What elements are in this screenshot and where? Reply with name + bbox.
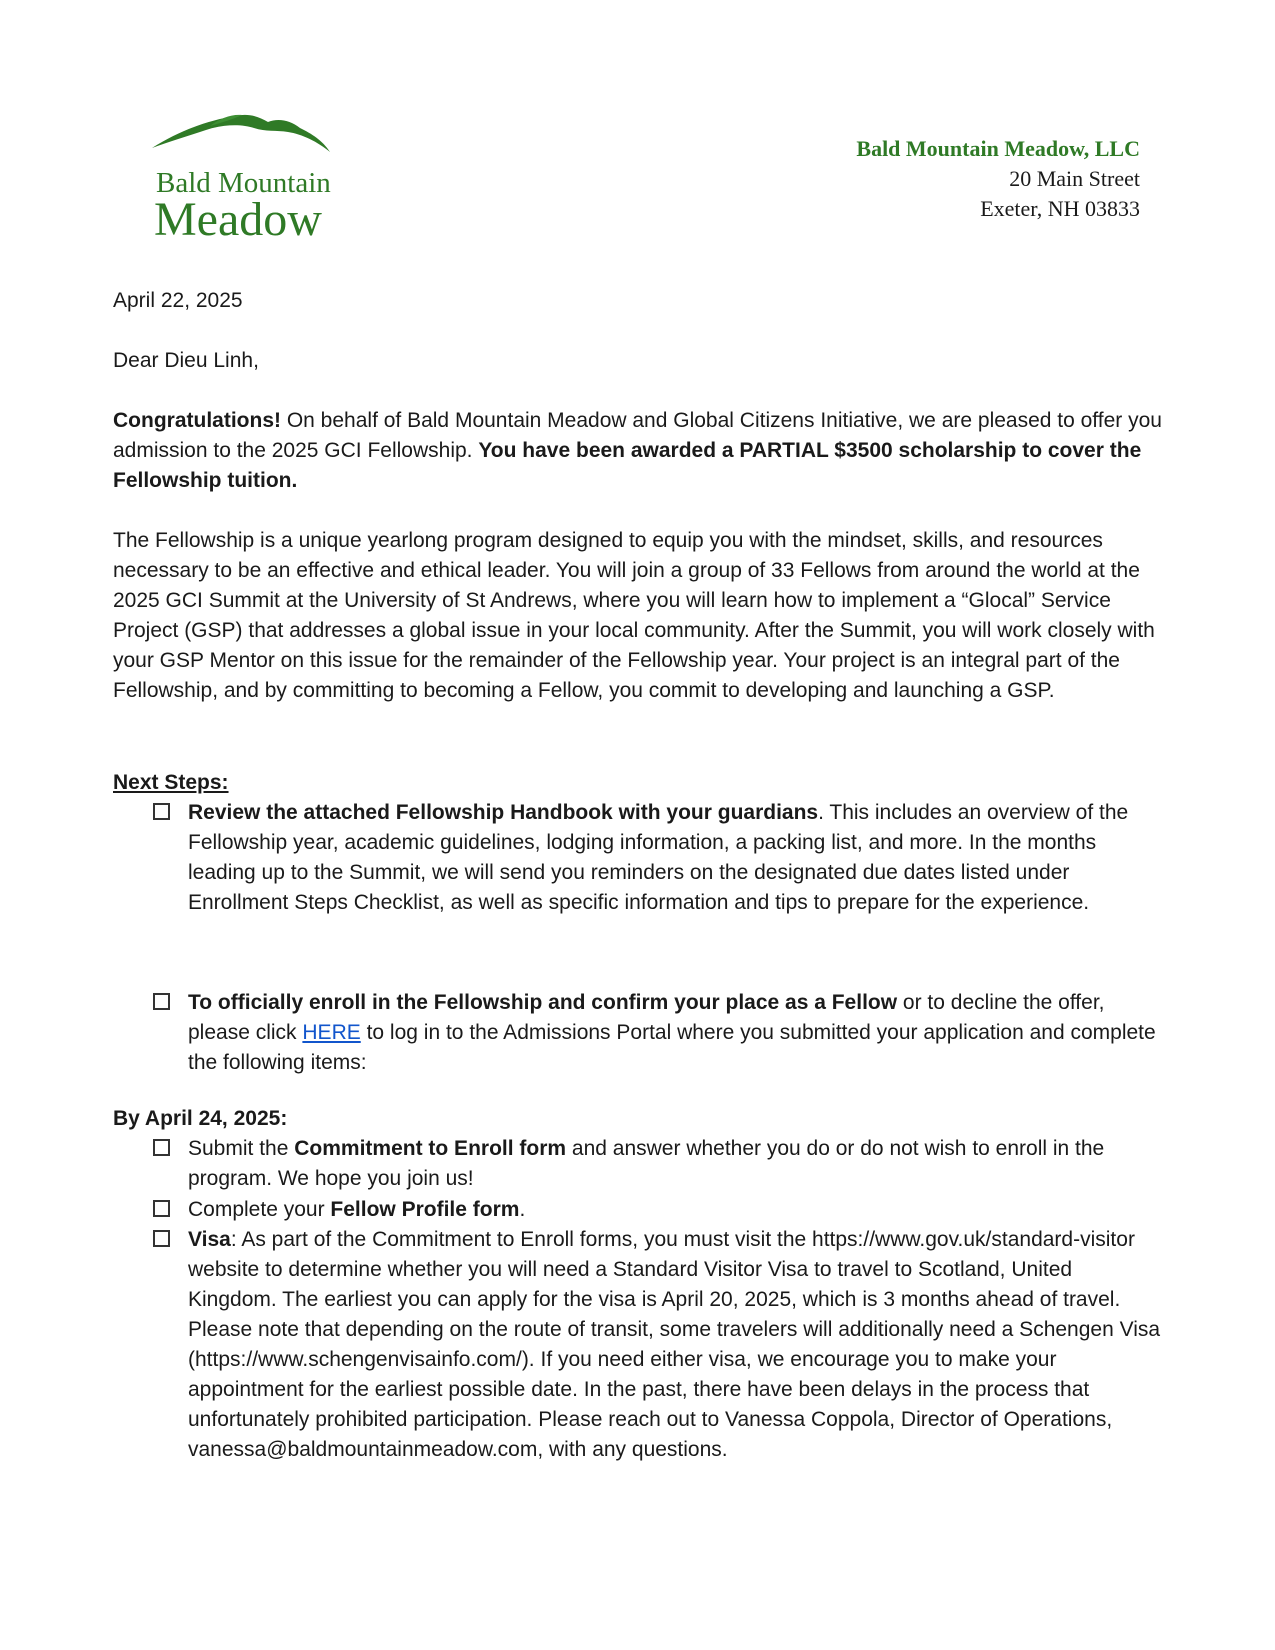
fellowship-description-paragraph: The Fellowship is a unique yearlong program designed to equip you with the mindset, skills, and resources necessary to be an effective and ethical leader. You will join a group of 33 Fellows from around the world at the 2025 GCI Summit at the University of St Andrews, where you will learn how to implement a “Glocal” Service Project (GSP) that addresses a global issue in your local community. After the Summit, you will work closely with your GSP Mentor on this issue for the remainder of the Fellowship year. Your project is an integral part of the Fellowship, and by committing to becoming a Fellow, you commit to developing and launching a GSP.	[113, 529, 1155, 702]
task-profile-post: .	[519, 1198, 526, 1221]
task-fellow-profile	[188, 1195, 1163, 1225]
step-enroll-text-after: to log in to the Admissions Portal where you submitted your application and complete the following items:	[188, 1021, 1156, 1074]
scholarship-award-text: You have been awarded a PARTIAL $3500 scholarship to cover the Fellowship tuition.	[113, 439, 1142, 492]
step-enroll	[188, 988, 1163, 1078]
next-steps-heading: Next Steps:	[113, 771, 229, 794]
checkbox-icon[interactable]	[153, 1230, 170, 1247]
step-review-handbook-bold: Review the attached Fellowship Handbook with your guardians	[188, 801, 819, 824]
task-visa-bold: Visa	[188, 1228, 231, 1251]
checkbox-icon[interactable]	[153, 1200, 170, 1217]
step-review-handbook	[188, 798, 1163, 918]
task-profile-pre: Complete your	[188, 1198, 331, 1221]
task-profile-bold: Fellow Profile form	[330, 1198, 520, 1221]
congratulations-text: Congratulations!	[113, 409, 281, 432]
task-commitment-post: and answer whether you do or do not wish to enroll in the program. We hope you join us!	[188, 1137, 1105, 1190]
task-visa	[188, 1225, 1163, 1465]
mountain-logo-icon	[150, 110, 340, 170]
task-visa-text: : As part of the Commitment to Enroll forms, you must visit the https://www.gov.uk/standard-visitor website to determine whether you will need a Standard Visitor Visa to travel to Scotland, United Kingdom. The earliest you can apply for the visa is April 20, 2025, which is 3 months ahead of travel. Please note that depending on the route of transit, some travelers will additionally need a Schengen Visa (https://www.schengenvisainfo.com/). If you need either visa, we encourage you to make your appointment for the earliest possible date. In the past, there have been delays in the process that unfortunately prohibited participation. Please reach out to Vanessa Coppola, Director of Operations, vanessa@baldmountainmeadow.com, with any questions.	[188, 1228, 1161, 1461]
task-commitment-form	[188, 1134, 1163, 1194]
salutation: Dear Dieu Linh,	[113, 349, 259, 372]
company-name: Bald Mountain Meadow, LLC	[856, 136, 1140, 161]
company-address-block	[856, 134, 1140, 224]
company-logo	[150, 110, 340, 246]
address-line-1: 20 Main Street	[1009, 166, 1140, 191]
logo-text-line1: Bald Mountain	[156, 167, 331, 199]
step-enroll-text: or to decline the offer, please click	[188, 991, 1105, 1044]
task-commitment-bold: Commitment to Enroll form	[294, 1137, 567, 1160]
admissions-portal-link[interactable]: HERE	[302, 1021, 361, 1044]
checkbox-icon[interactable]	[153, 803, 170, 820]
checkbox-icon[interactable]	[153, 1139, 170, 1156]
address-line-2: Exeter, NH 03833	[980, 196, 1140, 221]
letter-date: April 22, 2025	[113, 289, 243, 312]
congratulations-paragraph	[113, 406, 1173, 496]
checkbox-icon[interactable]	[153, 993, 170, 1010]
admission-text: On behalf of Bald Mountain Meadow and Global Citizens Initiative, we are pleased to offer you admission to the 2025 GCI Fellowship.	[113, 409, 1162, 462]
task-commitment-pre: Submit the	[188, 1137, 295, 1160]
step-review-handbook-text: . This includes an overview of the Fellowship year, academic guidelines, lodging information, a packing list, and more. In the months leading up to the Summit, we will send you reminders on the designated due dates listed under Enrollment Steps Checklist, as well as specific information and tips to prepare for the experience.	[188, 801, 1129, 914]
deadline-heading: By April 24, 2025:	[113, 1107, 288, 1130]
step-enroll-bold: To officially enroll in the Fellowship and confirm your place as a Fellow	[188, 991, 898, 1014]
logo-text-line2: Meadow	[154, 193, 322, 246]
